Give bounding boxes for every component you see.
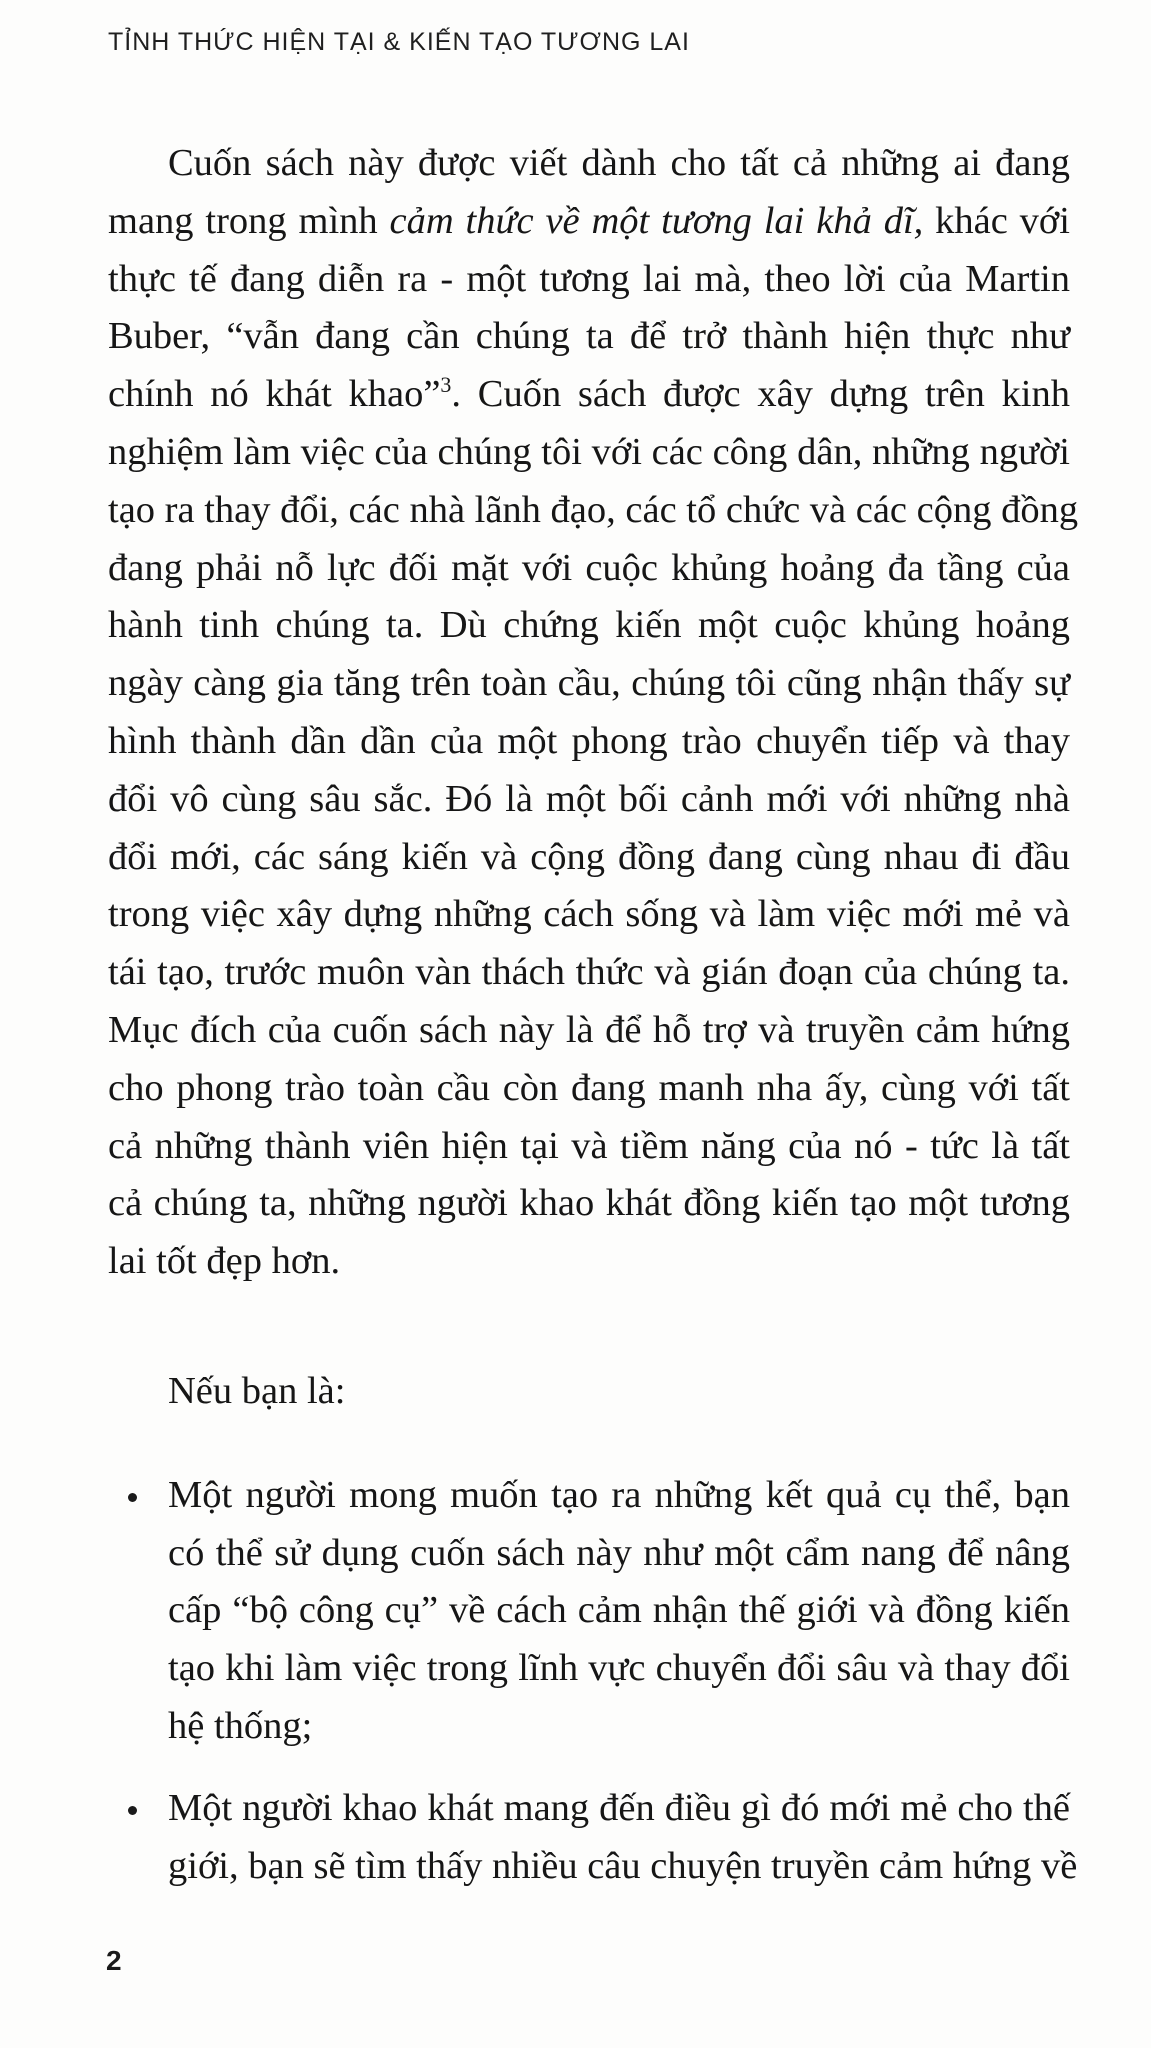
text-line: ngày càng gia tăng trên toàn cầu, chúng tôi cũng nhận thấy sự: [108, 662, 1070, 705]
page-number: 2: [106, 1945, 122, 1976]
bullet-icon: [128, 1493, 137, 1502]
text-line: Mục đích của cuốn sách này là để hỗ trợ và truyền cảm hứng: [108, 1008, 1070, 1051]
text-line: lai tốt đẹp hơn.: [108, 1240, 341, 1283]
text-line: có thể sử dụng cuốn sách này như một cẩm nang để nâng: [168, 1531, 1070, 1574]
bullet-item: [108, 1467, 1070, 1756]
text-run: . Cuốn sách được xây dựng trên kinh: [451, 373, 1070, 416]
text-line: cấp “bộ công cụ” về cách cảm nhận thế giới và đồng kiến: [168, 1589, 1070, 1632]
text-line: Một người khao khát mang đến điều gì đó mới mẻ cho thế: [168, 1786, 1070, 1829]
body-text: [108, 135, 1079, 1895]
text-line: Buber, “vẫn đang cần chúng ta để trở thành hiện thực như: [108, 315, 1070, 358]
text-run: khác với: [923, 199, 1070, 242]
text-line: Cuốn sách này được viết dành cho tất cả những ai đang: [168, 142, 1070, 184]
text-line: thực tế đang diễn ra - một tương lai mà, theo lời của Martin: [108, 257, 1070, 300]
italic-phrase: cảm thức về một tương lai khả dĩ,: [389, 199, 924, 242]
text-line: tạo ra thay đổi, các nhà lãnh đạo, các tổ chức và các cộng đồng: [108, 488, 1079, 531]
text-line: đang phải nỗ lực đối mặt với cuộc khủng hoảng đa tầng của: [108, 546, 1070, 589]
text-line: hệ thống;: [168, 1704, 313, 1747]
text-line: đổi mới, các sáng kiến và cộng đồng đang cùng nhau đi đầu: [108, 835, 1070, 878]
text-line: [108, 193, 1070, 251]
text-run: mang trong mình: [108, 199, 390, 242]
paragraph-gap: [108, 1291, 1070, 1363]
text-line: [108, 366, 1070, 424]
intro-line: Nếu bạn là:: [168, 1369, 346, 1412]
text-line: cả chúng ta, những người khao khát đồng kiến tạo một tương: [108, 1182, 1070, 1225]
text-line: Một người mong muốn tạo ra những kết quả cụ thể, bạn: [168, 1473, 1070, 1516]
text-line: cho phong trào toàn cầu còn đang manh nha ấy, cùng với tất: [108, 1066, 1070, 1109]
text-line: hành tinh chúng ta. Dù chứng kiến một cuộc khủng hoảng: [108, 604, 1070, 647]
text-line: cả những thành viên hiện tại và tiềm năng của nó - tức là tất: [108, 1124, 1070, 1167]
bullet-icon: [128, 1806, 137, 1815]
text-line: nghiệm làm việc của chúng tôi với các công dân, những người: [108, 430, 1070, 473]
text-line: tái tạo, trước muôn vàn thách thức và gián đoạn của chúng ta.: [108, 951, 1070, 994]
text-line: giới, bạn sẽ tìm thấy nhiều câu chuyện truyền cảm hứng về: [168, 1844, 1078, 1887]
bullet-item: [108, 1780, 1078, 1896]
text-line: đổi vô cùng sâu sắc. Đó là một bối cảnh mới với những nhà: [108, 777, 1070, 820]
paragraph-gap: [108, 1421, 1070, 1467]
running-header: TỈNH THỨC HIỆN TẠI & KIẾN TẠO TƯƠNG LAI: [108, 28, 690, 56]
paragraph-gap: [108, 1756, 1070, 1780]
text-line: tạo khi làm việc trong lĩnh vực chuyển đổi sâu và thay đổi: [168, 1647, 1070, 1690]
footnote-marker: 3: [440, 372, 452, 398]
text-line: trong việc xây dựng những cách sống và làm việc mới mẻ và: [108, 893, 1070, 936]
text-run: chính nó khát khao”: [108, 373, 441, 416]
text-line: hình thành dần dần của một phong trào chuyển tiếp và thay: [108, 719, 1070, 762]
paragraph: [108, 135, 1079, 1291]
